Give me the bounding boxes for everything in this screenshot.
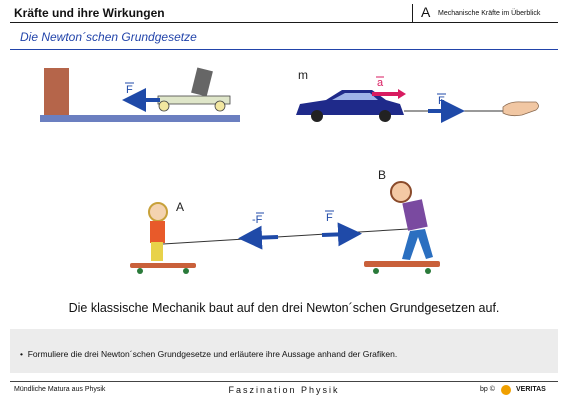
header-letter: A <box>421 4 431 20</box>
task-text: Formuliere die drei Newton´schen Grundgesetze und erläutere ihre Aussage anhand der Grafiken. <box>27 349 398 359</box>
header-rule <box>10 22 558 23</box>
person-a-label: A <box>176 200 185 214</box>
acceleration-arrowhead-icon <box>398 89 406 99</box>
person-a-legs <box>151 242 163 261</box>
person-a-head <box>149 203 167 221</box>
bullet: • <box>20 349 23 359</box>
force-label: F <box>326 212 333 224</box>
footer-rule <box>10 381 558 382</box>
car-wheel <box>379 110 391 122</box>
person-b-legs <box>402 229 433 260</box>
page-title: Kräfte und ihre Wirkungen <box>14 6 165 20</box>
cart-load <box>191 67 213 96</box>
cart-wheel <box>215 101 225 111</box>
person-a-torso <box>150 221 165 243</box>
header-divider <box>412 4 413 22</box>
cart-scene <box>40 67 240 122</box>
counter-force-label: -F <box>252 214 263 226</box>
counter-force-arrow-icon <box>250 237 278 238</box>
force-label: F <box>438 95 445 107</box>
force-arrow-icon <box>322 234 350 235</box>
statement-text: Die klassische Mechanik baut auf den drei Newton´schen Grundgesetzen auf. <box>68 301 500 315</box>
skateboard-wheel <box>373 268 379 274</box>
skateboard-wheel <box>425 268 431 274</box>
rope <box>163 229 408 244</box>
car-wheel <box>311 110 323 122</box>
skateboard-wheel <box>183 268 189 274</box>
car-scene <box>296 68 539 122</box>
person-b-torso <box>402 199 427 231</box>
section-rule <box>10 49 558 50</box>
hand-icon <box>503 102 539 116</box>
skateboard-scene <box>130 168 440 274</box>
cart-wheel <box>159 101 169 111</box>
task-item <box>20 349 397 359</box>
footer-publisher: VERITAS <box>516 386 546 393</box>
footer-center-text: Faszination Physik <box>228 385 340 395</box>
skateboard-wheel <box>137 268 143 274</box>
footer-left-text: Mündliche Matura aus Physik <box>14 386 106 393</box>
exclamation-circle-icon <box>501 385 511 395</box>
force-label: F <box>126 84 133 96</box>
header-subtitle: Mechanische Kräfte im Überblick <box>438 10 541 17</box>
skateboard <box>130 263 196 268</box>
acceleration-label: a <box>377 77 384 89</box>
skateboard <box>364 261 440 267</box>
person-b-label: B <box>378 168 387 182</box>
person-b-head <box>391 182 411 202</box>
illustrations <box>0 55 568 280</box>
section-heading: Die Newton´schen Grundgesetze <box>20 30 197 44</box>
mass-label: m <box>298 68 308 82</box>
wall-block <box>44 68 69 115</box>
footer-publisher-short: bp © <box>480 386 495 393</box>
ground-strip <box>40 115 240 122</box>
